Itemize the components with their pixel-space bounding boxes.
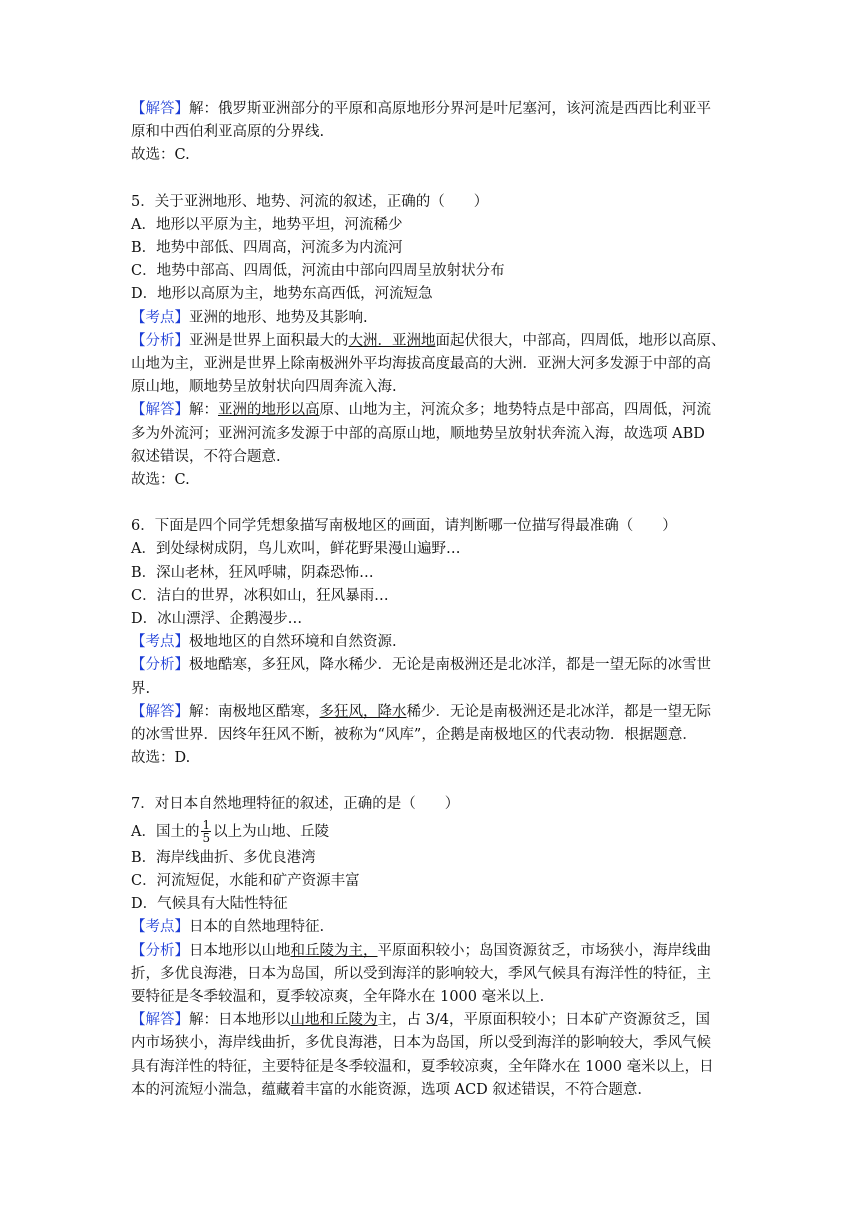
q7-option-c: C．河流短促，水能和矿产资源丰富 (131, 872, 360, 889)
analysis-text: 亚洲是世界上面积最大的 (189, 332, 349, 349)
answer-text: 解： (189, 402, 218, 419)
q7-analysis-line-3: 要特征是冬季较温和，夏季较凉爽，全年降水在 1000 毫米以上. (131, 988, 545, 1005)
underlined-text: 大洲．亚洲地 (348, 332, 436, 349)
fraction-numerator: 1 (202, 818, 211, 833)
q7-stem: 7．对日本自然地理特征的叙述，正确的是（ ） (131, 796, 460, 813)
q6-option-b: B．深山老林，狂风呼啸，阴森恐怖… (131, 564, 374, 581)
knowledge-tag: 【考点】 (131, 309, 189, 326)
analysis-text: 面起伏很大，中部高，四周低，地形以高原、 (435, 332, 726, 349)
answer-text: 主，占 3/4，平原面积较小；日本矿产资源贫乏，国 (377, 1012, 710, 1029)
knowledge-text: 日本的自然地理特征. (189, 919, 325, 936)
q5-stem: 5．关于亚洲地形、地势、河流的叙述，正确的（ ） (131, 193, 489, 210)
answer-tag: 【解答】 (131, 1012, 189, 1029)
analysis-text: 日本地形以山地 (189, 942, 291, 959)
fraction-denominator: 5 (202, 831, 211, 846)
knowledge-tag: 【考点】 (131, 634, 189, 651)
answer-tag: 【解答】 (131, 101, 189, 117)
q6-option-d: D．冰山漂浮、企鹅漫步… (131, 611, 303, 628)
answer-text: 解：日本地形以 (189, 1012, 291, 1029)
q6-analysis-line-1 (131, 654, 731, 677)
answer-tag: 【解答】 (131, 402, 189, 419)
underlined-text: 山地和丘陵为 (290, 1012, 378, 1029)
knowledge-text: 极地地区的自然环境和自然资源. (189, 634, 397, 651)
q7-answer-line-2: 内市场狭小，海岸线曲折，多优良海港，日本为岛国，所以受到海洋的影响较大，季风气候 (131, 1035, 711, 1052)
q7-analysis-line-1 (131, 940, 731, 963)
q7-answer-line-1 (131, 1009, 731, 1032)
q5-answer-line-1 (131, 399, 731, 422)
analysis-tag: 【分析】 (131, 657, 189, 674)
analysis-tag: 【分析】 (131, 332, 189, 349)
q7-answer-line-4: 本的河流短小湍急，蕴藏着丰富的水能资源，选项 ACD 叙述错误，不符合题意. (131, 1081, 643, 1098)
analysis-tag: 【分析】 (131, 942, 189, 959)
q5-option-c: C．地势中部高、四周低，河流由中部向四周呈放射状分布 (131, 263, 505, 280)
document-page (131, 98, 731, 1102)
q5-analysis-line-2: 山地为主，亚洲是世界上除南极洲外平均海拔高度最高的大洲．亚洲大河多发源于中部的高 (131, 356, 711, 373)
analysis-text: 极地酷寒，多狂风，降水稀少．无论是南极洲还是北冰洋，都是一望无际的冰雪世 (189, 657, 711, 674)
q7-analysis-line-2: 折，多优良海港，日本为岛国，所以受到海洋的影响较大，季风气候具有海洋性的特征，主 (131, 965, 711, 982)
q5-analysis-line-1 (131, 330, 731, 353)
q6-option-a: A．到处绿树成阴，鸟儿欢叫，鲜花野果漫山遍野… (131, 541, 461, 558)
q4-answer-line-2: 原和中西伯利亚高原的分界线. (131, 124, 325, 141)
option-text: 以上为山地、丘陵 (213, 823, 330, 840)
q5-choice: 故选：C. (131, 472, 190, 489)
underlined-text: 多狂风，降水 (319, 703, 407, 720)
q5-answer-line-3: 叙述错误，不符合题意. (131, 448, 281, 465)
q5-analysis-line-3: 原山地，顺地势呈放射状向四周奔流入海. (131, 379, 397, 396)
q6-answer-line-2: 的冰雪世界．因终年狂风不断，被称为“风库”，企鹅是南极地区的代表动物．根据题意． (131, 727, 697, 744)
underlined-text: 亚洲的地形以高 (218, 402, 320, 419)
q6-choice: 故选：D. (131, 750, 191, 767)
analysis-text: 平原面积较小；岛国资源贫乏，市场狭小，海岸线曲 (377, 942, 711, 959)
q7-knowledge-point (131, 916, 731, 939)
q7-option-b: B．海岸线曲折、多优良港湾 (131, 849, 316, 866)
q4-answer-line-1 (131, 98, 731, 121)
q6-option-c: C．洁白的世界，冰积如山，狂风暴雨… (131, 587, 389, 604)
answer-text: 解：俄罗斯亚洲部分的平原和高原地形分界河是叶尼塞河，该河流是西西比利亚平 (189, 101, 711, 117)
answer-text: 原、山地为主，河流众多；地势特点是中部高，四周低，河流 (319, 402, 711, 419)
q5-option-a: A．地形以平原为主，地势平坦，河流稀少 (131, 216, 403, 233)
q6-analysis-line-2: 界. (131, 680, 151, 697)
answer-text: 解：南极地区酷寒， (189, 703, 320, 720)
q7-answer-line-3: 具有海洋性的特征，主要特征是冬季较温和，夏季较凉爽，全年降水在 1000 毫米以上，日 (131, 1058, 714, 1075)
q5-option-d: D．地形以高原为主，地势东高西低，河流短急 (131, 286, 433, 303)
answer-tag: 【解答】 (131, 703, 189, 720)
q5-knowledge-point (131, 307, 731, 330)
q5-answer-line-2: 多为外流河；亚洲河流多发源于中部的高原山地，顺地势呈放射状奔流入海，故选项 ABD (131, 425, 705, 442)
q4-choice: 故选：C. (131, 147, 190, 164)
option-text: A．国土的 (131, 823, 200, 840)
q6-knowledge-point (131, 631, 731, 654)
knowledge-text: 亚洲的地形、地势及其影响. (189, 309, 368, 326)
answer-text: 稀少．无论是南极洲还是北冰洋，都是一望无际 (406, 703, 711, 720)
q7-option-a (131, 817, 731, 847)
knowledge-tag: 【考点】 (131, 919, 189, 936)
q7-option-d: D．气候具有大陆性特征 (131, 896, 288, 913)
q5-option-b: B．地势中部低、四周高，河流多为内流河 (131, 240, 403, 257)
fraction (201, 819, 211, 844)
q6-answer-line-1 (131, 701, 731, 724)
q6-stem: 6．下面是四个同学凭想象描写南极地区的画面，请判断哪一位描写得最准确（ ） (131, 518, 677, 535)
underlined-text: 和丘陵为主， (290, 942, 378, 959)
